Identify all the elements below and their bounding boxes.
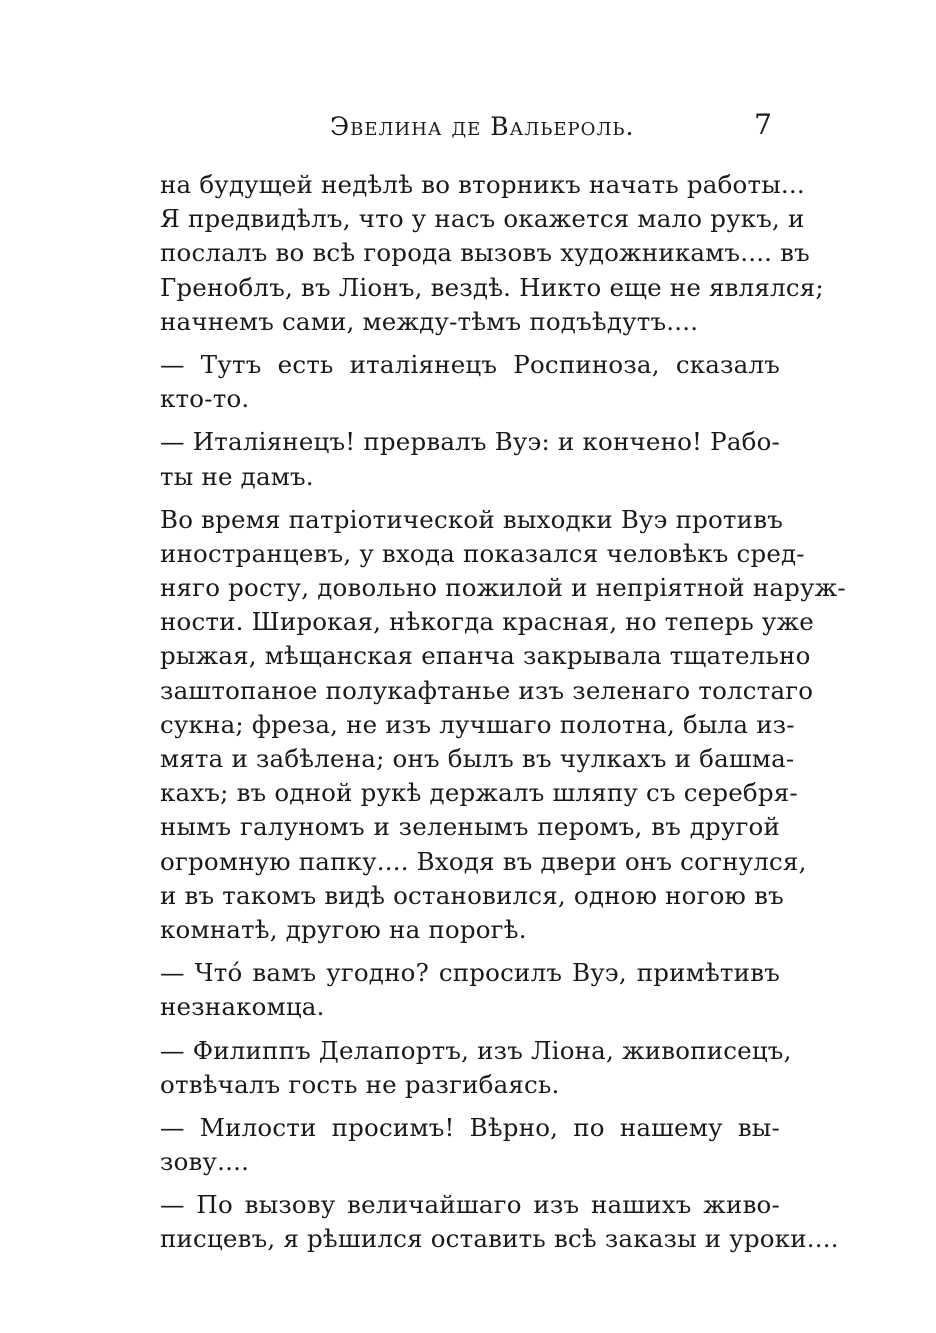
text-line: послалъ во всѣ города вызовъ художникамъ.... въ xyxy=(160,238,810,268)
text-line: начнемъ сами, между-тѣмъ подъѣдутъ.... xyxy=(160,306,699,336)
text-line: заштопаное полукафтанье изъ зеленаго толстаго xyxy=(160,675,814,705)
text-line: кто-то. xyxy=(160,384,250,414)
text-line: Во время патріотической выходки Вуэ противъ xyxy=(160,504,783,534)
text-line: — Тутъ есть италіянецъ Роспиноза, сказалъ xyxy=(160,349,780,379)
text-line: ты не дамъ. xyxy=(160,461,314,491)
body-text xyxy=(160,168,846,1257)
text-line: рыжая, мѣщанская епанча закрывала тщательно xyxy=(160,641,811,671)
text-line: зову.... xyxy=(160,1147,250,1177)
text-line: писцевъ, я рѣшился оставить всѣ заказы и уроки.... xyxy=(160,1224,839,1254)
text-line: ности. Широкая, нѣкогда красная, но теперь уже xyxy=(160,607,814,637)
page-number: 7 xyxy=(754,108,772,141)
text-line: и въ такомъ видѣ остановился, одною ногою въ xyxy=(160,880,784,910)
text-line: кахъ; въ одной рукѣ держалъ шляпу съ серебря- xyxy=(160,778,798,808)
text-line: сукна; фреза, не изъ лучшаго полотна, была из- xyxy=(160,709,795,739)
text-line: мята и забѣлена; онъ былъ въ чулкахъ и башма- xyxy=(160,744,795,773)
text-line: — Милости просимъ! Вѣрно, по нашему вы- xyxy=(160,1112,780,1142)
text-line: — Италіянецъ! прервалъ Вуэ: и кончено! Рабо- xyxy=(160,427,780,457)
text-line: — По вызову величайшаго изъ нашихъ живо- xyxy=(160,1190,780,1220)
text-line: — Филиппъ Делапортъ, изъ Ліона, живописецъ, xyxy=(160,1035,792,1065)
page-header xyxy=(160,108,780,148)
running-title: Эвелина де Вальероль. xyxy=(330,112,635,141)
text-line: — Чтó вамъ угодно? спросилъ Вуэ, примѣтивъ xyxy=(160,958,780,988)
text-line: отвѣчалъ гость не разгибаясь. xyxy=(160,1069,560,1099)
text-line: комнатѣ, другою на порогѣ. xyxy=(160,914,527,944)
text-line: на будущей недѣлѣ во вторникъ начать работы... xyxy=(160,170,805,199)
text-line: няго росту, довольно пожилой и непріятной наруж- xyxy=(160,573,846,603)
text-line: Греноблъ, въ Ліонъ, вездѣ. Никто еще не являлся; xyxy=(160,272,824,302)
text-line: нымъ галуномъ и зеленымъ перомъ, въ другой xyxy=(160,812,780,842)
text-line: Я предвидѣлъ, что у насъ окажется мало рукъ, и xyxy=(160,204,805,234)
text-line: иностранцевъ, у входа показался человѣкъ сред- xyxy=(160,538,805,568)
text-line: огромную папку.... Входя въ двери онъ согнулся, xyxy=(160,846,807,876)
text-line: незнакомца. xyxy=(160,992,325,1022)
